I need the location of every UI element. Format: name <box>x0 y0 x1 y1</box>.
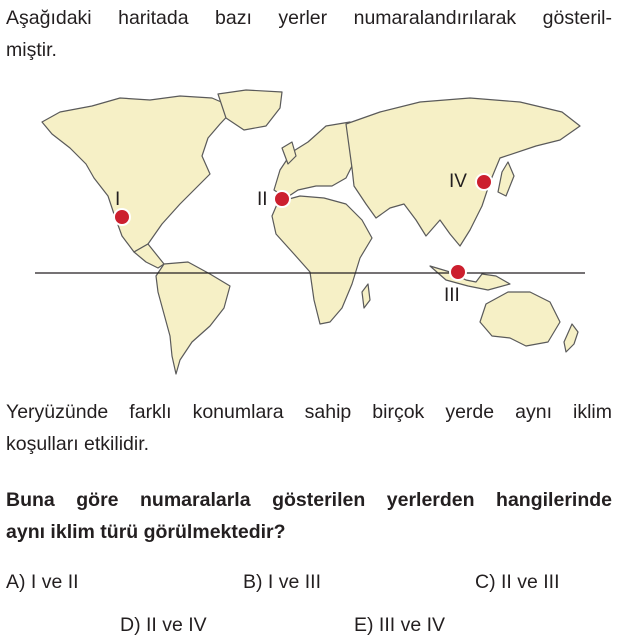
option-b[interactable]: B) I ve III <box>243 571 322 593</box>
climate-line-2: koşulları etkilidir. <box>6 433 150 455</box>
africa <box>272 196 372 324</box>
question-text <box>6 484 612 548</box>
indonesia <box>430 266 510 290</box>
marker-iv <box>476 174 492 190</box>
marker-i <box>114 209 130 225</box>
climate-line-1: Yeryüzünde farklı konumlara sahip birçok yerde aynı iklim <box>6 401 612 423</box>
intro-line-2: miştir. <box>6 39 57 61</box>
australia <box>480 292 560 346</box>
greenland <box>218 90 282 130</box>
japan <box>498 162 514 196</box>
climate-text <box>6 396 612 460</box>
marker-iii-label: III <box>444 285 460 306</box>
intro-text <box>6 2 612 66</box>
world-map-svg <box>30 86 590 386</box>
marker-i-label: I <box>115 189 121 210</box>
option-a[interactable]: A) I ve II <box>6 571 79 593</box>
madagascar <box>362 284 370 308</box>
option-c[interactable]: C) II ve III <box>475 571 560 593</box>
world-map <box>30 86 590 386</box>
question-line-1: Buna göre numaralarla gösterilen yerlerden hangilerinde <box>6 489 612 511</box>
marker-ii <box>274 191 290 207</box>
marker-iv-label: IV <box>449 171 467 192</box>
option-d[interactable]: D) II ve IV <box>120 614 207 636</box>
question-line-2: aynı iklim türü görülmektedir? <box>6 521 286 543</box>
new-zealand <box>564 324 578 352</box>
intro-line-1: Aşağıdaki haritada bazı yerler numaralandırılarak gösteril- <box>6 7 612 29</box>
south-america <box>156 262 230 374</box>
marker-ii-label: II <box>257 189 268 210</box>
option-e[interactable]: E) III ve IV <box>354 614 446 636</box>
north-america <box>42 96 235 252</box>
marker-iii <box>450 264 466 280</box>
